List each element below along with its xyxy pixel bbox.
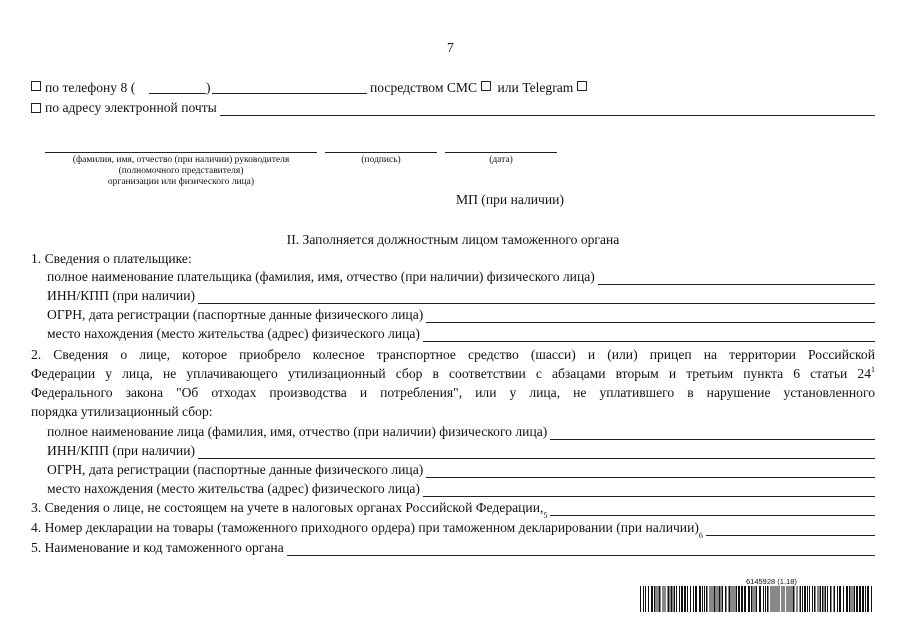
item2-address-label: место нахождения (место жительства (адрес) физического лица): [47, 481, 420, 496]
name-signature-line[interactable]: [45, 152, 317, 153]
phone-label: по телефону 8 (: [45, 80, 136, 95]
telegram-label: или Telegram: [497, 80, 574, 95]
sms-checkbox[interactable]: [481, 81, 491, 91]
item1-ogrn-row: [47, 306, 875, 323]
item1-fullname-label: полное наименование плательщика (фамилия, имя, отчество (при наличии) физического лица): [47, 269, 595, 284]
phone-close-paren: ): [206, 80, 211, 95]
item2-inn-row: [47, 442, 875, 459]
item2-ogrn-label: ОГРН, дата регистрации (паспортные данные физического лица): [47, 462, 424, 477]
form-code: 6145928 (1.18): [746, 577, 797, 586]
telegram-checkbox[interactable]: [577, 81, 587, 91]
phone-row: [31, 79, 135, 96]
item2-line2: [31, 364, 875, 383]
email-label: по адресу электронной почты: [45, 100, 217, 115]
date-line[interactable]: [445, 152, 557, 153]
sign-line[interactable]: [325, 152, 437, 153]
email-row: [31, 99, 875, 116]
section-title: II. Заполняется должностным лицом таможенного органа: [286, 232, 620, 247]
item3-row: 3. Сведения о лице, не состоящем на учете в налоговых органах Российской Федерации, 5: [31, 499, 875, 516]
item2-ogrn-row: [47, 461, 875, 478]
phone-checkbox[interactable]: [31, 81, 41, 91]
item5-field[interactable]: [287, 542, 875, 556]
item4-row: 4. Номер декларации на товары (таможенного приходного ордера) при таможенном декларировании (при наличии) 6: [31, 519, 875, 536]
phone-code-field[interactable]: [149, 93, 206, 94]
item1-inn-row: [47, 287, 875, 304]
item2-fullname-field[interactable]: [550, 426, 875, 440]
stamp-label: МП (при наличии): [456, 192, 564, 207]
item2-ogrn-field[interactable]: [426, 464, 875, 478]
item1-ogrn-label: ОГРН, дата регистрации (паспортные данные физического лица): [47, 307, 424, 322]
item1-address-field[interactable]: [423, 328, 875, 342]
item4-field[interactable]: [706, 522, 875, 536]
item5-row: [31, 539, 875, 556]
sign-caption: (подпись): [361, 155, 401, 165]
date-caption: (дата): [489, 155, 513, 165]
email-checkbox[interactable]: [31, 103, 41, 113]
item2-line3: Федерального закона "Об отходах производства и потребления", или у лица, не уплатившего в нарушение установленного: [31, 385, 875, 400]
sms-option: [370, 79, 587, 96]
item2-inn-label: ИНН/КПП (при наличии): [47, 443, 195, 458]
barcode-icon: [640, 586, 875, 612]
item2-line1: 2. Сведения о лице, которое приобрело колесное транспортное средство (шасси) и (или) прицеп на территории Российской: [31, 347, 875, 362]
item1-address-label: место нахождения (место жительства (адрес) физического лица): [47, 326, 420, 341]
item1-title: 1. Сведения о плательщике:: [31, 251, 192, 266]
item3-field[interactable]: [550, 502, 875, 516]
item4-label: 4. Номер декларации на товары (таможенного приходного ордера) при таможенном декларировании (при наличии): [31, 520, 699, 535]
name-caption-line2: (полномочного представителя): [118, 166, 244, 176]
item1-ogrn-field[interactable]: [426, 309, 875, 323]
item2-address-row: [47, 480, 875, 497]
item2-fullname-row: [47, 423, 875, 440]
item2-footnote-ref: 1: [871, 365, 875, 374]
item2-line4: порядка утилизационный сбор:: [31, 404, 213, 419]
item2-fullname-label: полное наименование лица (фамилия, имя, отчество (при наличии) физического лица): [47, 424, 548, 439]
item2-inn-field[interactable]: [198, 445, 875, 459]
name-caption-line3: организации или физического лица): [107, 177, 255, 187]
item1-fullname-row: [47, 268, 875, 285]
item1-fullname-field[interactable]: [598, 271, 875, 285]
name-caption-line1: (фамилия, имя, отчество (при наличии) руководителя: [72, 155, 290, 165]
sms-label: посредством СМС: [370, 80, 478, 95]
page-number: 7: [447, 40, 454, 55]
email-field[interactable]: [220, 102, 875, 116]
phone-number-field[interactable]: [212, 93, 367, 94]
item2-line2-text: Федерации у лица, не уплачивающего утилизационный сбор в соответствии с абзацами вторым и третьим пункта 6 статьи 24: [31, 366, 871, 381]
item1-inn-field[interactable]: [198, 290, 875, 304]
item5-label: 5. Наименование и код таможенного органа: [31, 540, 284, 555]
item2-address-field[interactable]: [423, 483, 875, 497]
item1-inn-label: ИНН/КПП (при наличии): [47, 288, 195, 303]
item1-address-row: [47, 325, 875, 342]
item3-label: 3. Сведения о лице, не состоящем на учете в налоговых органах Российской Федерации,: [31, 500, 544, 515]
name-caption: [45, 155, 317, 188]
